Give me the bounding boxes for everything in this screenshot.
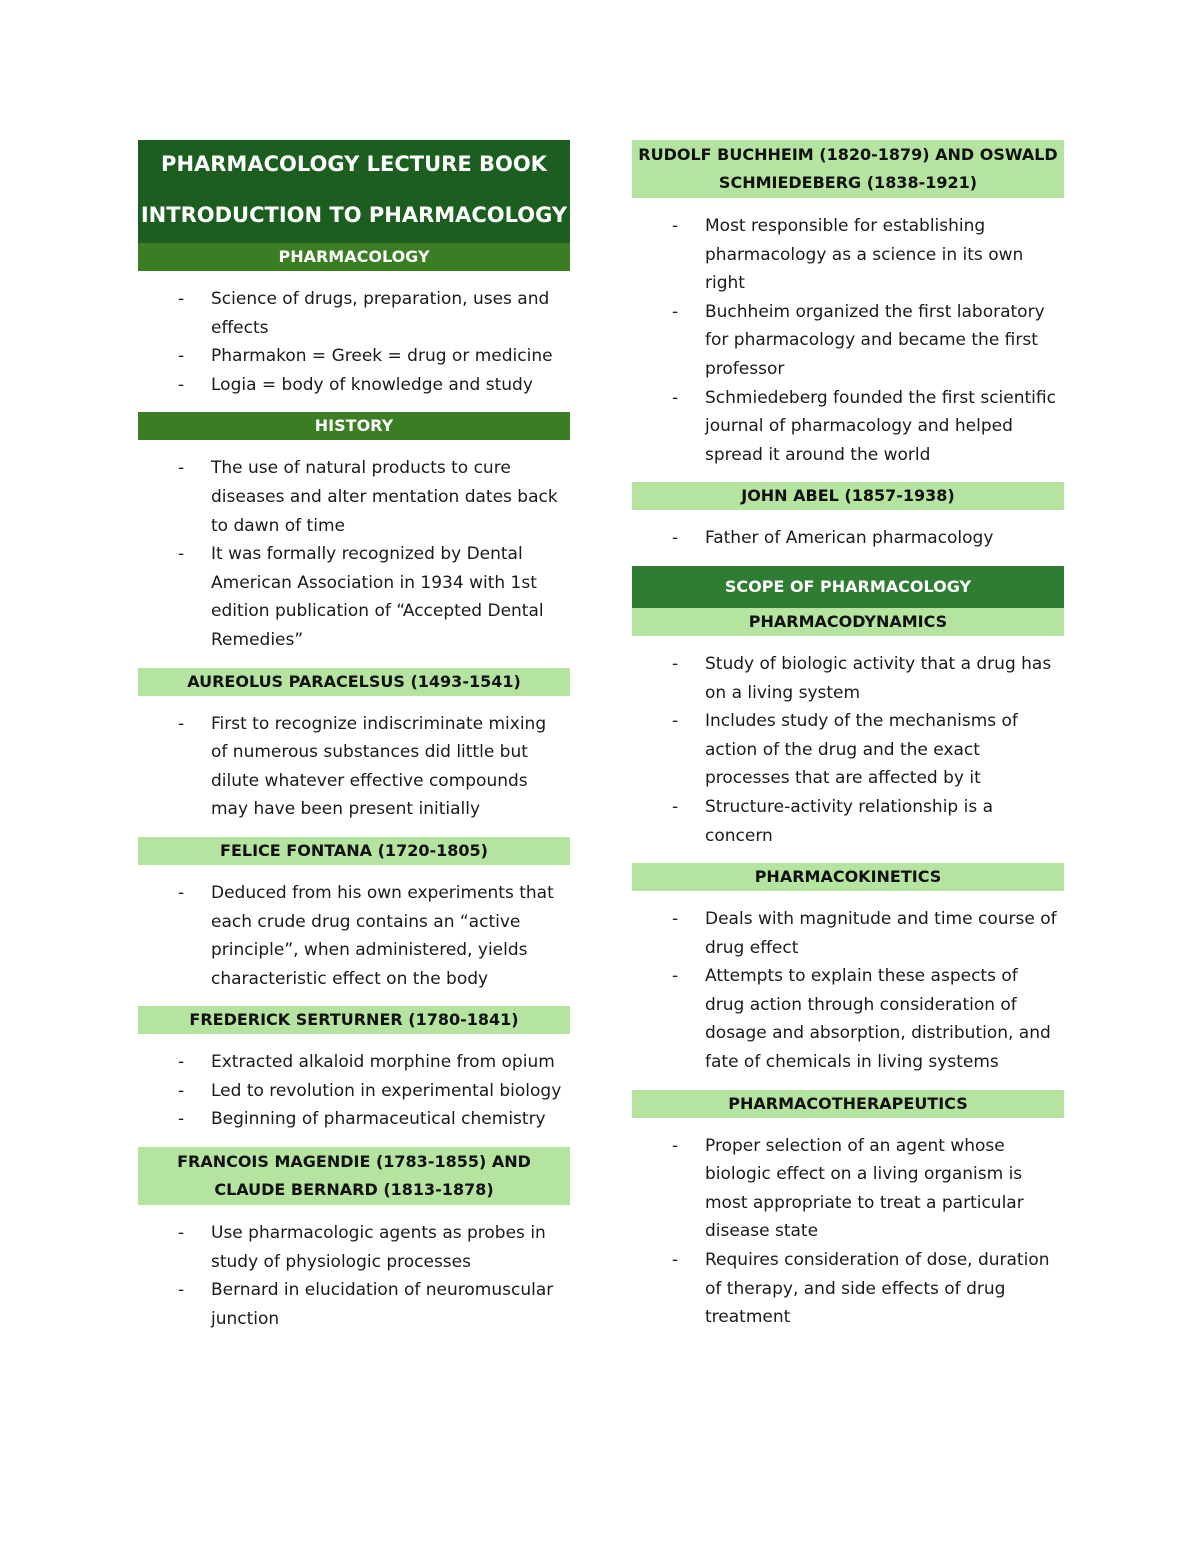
list-item: - Father of American pharmacology (632, 524, 1064, 553)
list-item: - First to recognize indiscriminate mixing of numerous substances did little but dilute whatever effective compounds may have been present initially (138, 710, 570, 824)
section-heading-pharmacology: PHARMACOLOGY (138, 243, 570, 271)
section-heading-paracelsus: AUREOLUS PARACELSUS (1493-1541) (138, 668, 570, 696)
list-item: - Pharmakon = Greek = drug or medicine (138, 342, 570, 371)
section-heading-buchheim-schmiedeberg: RUDOLF BUCHHEIM (1820-1879) AND OSWALD SCHMIEDEBERG (1838-1921) (632, 140, 1064, 198)
fontana-list (138, 865, 570, 1006)
list-item: - Schmiedeberg founded the first scientific journal of pharmacology and helped spread it around the world (632, 384, 1064, 470)
pharmacology-list (138, 271, 570, 412)
section-heading-scope: SCOPE OF PHARMACOLOGY (632, 566, 1064, 608)
list-item: - Logia = body of knowledge and study (138, 371, 570, 400)
list-item: - Extracted alkaloid morphine from opium (138, 1048, 570, 1077)
list-item: - Beginning of pharmaceutical chemistry (138, 1105, 570, 1134)
list-item: - Buchheim organized the first laboratory for pharmacology and became the first professor (632, 298, 1064, 384)
list-item: - It was formally recognized by Dental American Association in 1934 with 1st edition publication of “Accepted Dental Remedies” (138, 540, 570, 654)
section-heading-pharmacotherapeutics: PHARMACOTHERAPEUTICS (632, 1090, 1064, 1118)
list-item: - Structure-activity relationship is a concern (632, 793, 1064, 850)
list-item: - Science of drugs, preparation, uses and effects (138, 285, 570, 342)
section-heading-magendie-bernard: FRANCOIS MAGENDIE (1783-1855) AND CLAUDE BERNARD (1813-1878) (138, 1147, 570, 1205)
list-item: - Study of biologic activity that a drug has on a living system (632, 650, 1064, 707)
section-heading-fontana: FELICE FONTANA (1720-1805) (138, 837, 570, 865)
list-item: - Requires consideration of dose, duration of therapy, and side effects of drug treatment (632, 1246, 1064, 1332)
title-line-1: PHARMACOLOGY LECTURE BOOK (161, 152, 547, 176)
document-title (138, 140, 570, 243)
list-item: - Use pharmacologic agents as probes in study of physiologic processes (138, 1219, 570, 1276)
section-heading-pharmacodynamics: PHARMACODYNAMICS (632, 608, 1064, 636)
section-heading-pharmacokinetics: PHARMACOKINETICS (632, 863, 1064, 891)
section-heading-history: HISTORY (138, 412, 570, 440)
list-item: - Includes study of the mechanisms of action of the drug and the exact processes that are affected by it (632, 707, 1064, 793)
list-item: - The use of natural products to cure diseases and alter mentation dates back to dawn of time (138, 454, 570, 540)
list-item: - Led to revolution in experimental biology (138, 1077, 570, 1106)
section-heading-abel: JOHN ABEL (1857-1938) (632, 482, 1064, 510)
pharmacotherapeutics-list (632, 1118, 1064, 1345)
paracelsus-list (138, 696, 570, 837)
list-item: - Bernard in elucidation of neuromuscular junction (138, 1276, 570, 1333)
list-item: - Proper selection of an agent whose biologic effect on a living organism is most appropriate to treat a particular disease state (632, 1132, 1064, 1246)
serturner-list (138, 1034, 570, 1147)
magendie-bernard-list (138, 1205, 570, 1346)
left-column (138, 140, 570, 1346)
buchheim-schmiedeberg-list (632, 198, 1064, 482)
pharmacodynamics-list (632, 636, 1064, 863)
list-item: - Deduced from his own experiments that each crude drug contains an “active principle”, when administered, yields characteristic effect on the body (138, 879, 570, 993)
right-column (632, 140, 1064, 1345)
title-line-2: INTRODUCTION TO PHARMACOLOGY (140, 203, 568, 227)
abel-list (632, 510, 1064, 566)
history-list (138, 440, 570, 667)
list-item: - Deals with magnitude and time course of drug effect (632, 905, 1064, 962)
list-item: - Attempts to explain these aspects of drug action through consideration of dosage and absorption, distribution, and fate of chemicals in living systems (632, 962, 1064, 1076)
section-heading-serturner: FREDERICK SERTURNER (1780-1841) (138, 1006, 570, 1034)
pharmacokinetics-list (632, 891, 1064, 1090)
list-item: - Most responsible for establishing pharmacology as a science in its own right (632, 212, 1064, 298)
